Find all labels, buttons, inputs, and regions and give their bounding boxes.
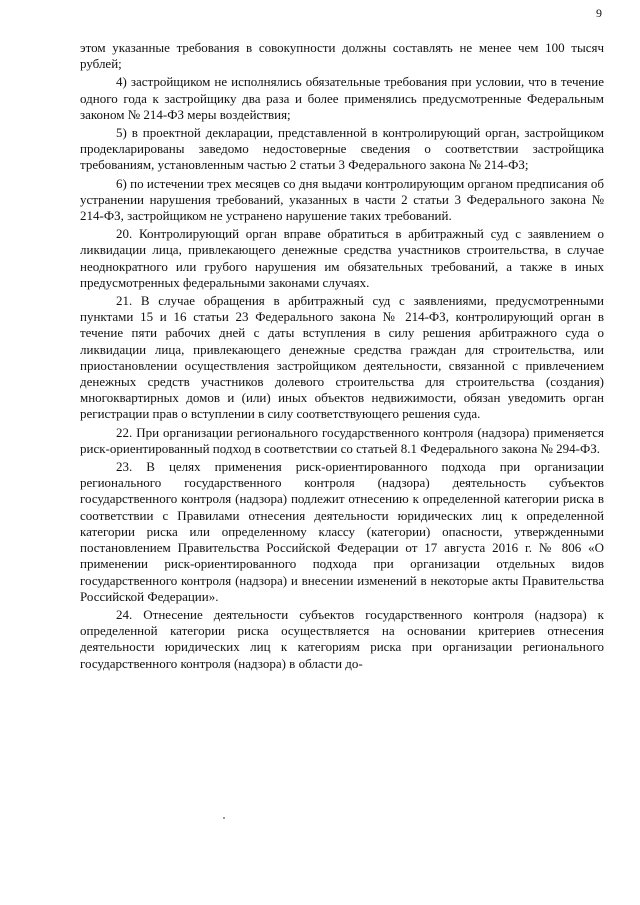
document-body bbox=[80, 40, 604, 674]
paragraph-continuation: этом указанные требования в совокупности должны составлять не менее чем 100 тысяч рублей; bbox=[80, 40, 604, 72]
paragraph-23: 23. В целях применения риск-ориентированного подхода при организации регионального государственного контроля (надзора) деятельность субъектов государственного контроля (надзора) подлежит отнесению к определенной категории риска в соответствии с Правилами отнесения деятельности юридических лиц к определенной категории риска или определенному классу (категории) опасности, утвержденными постановлением Правительства Российской Федерации от 17 августа 2016 г. № 806 «О применении риск-ориентированного подхода при организации отдельных видов государственного контроля (надзора) и внесении изменений в некоторые акты Правительства Российской Федерации». bbox=[80, 459, 604, 604]
scan-speck bbox=[223, 817, 225, 819]
paragraph-item-4: 4) застройщиком не исполнялись обязательные требования при условии, что в течение одного года к застройщику два раза и более применялись предусмотренные Федеральным законом № 214-ФЗ меры воздействия; bbox=[80, 74, 604, 122]
paragraph-item-5: 5) в проектной декларации, представленной в контролирующий орган, застройщиком продекларированы заведомо недостоверные сведения о соответствии застройщика требованиям, установленным частью 2 статьи 3 Федерального закона № 214-ФЗ; bbox=[80, 125, 604, 173]
page-number: 9 bbox=[596, 6, 602, 20]
paragraph-22: 22. При организации регионального государственного контроля (надзора) применяется риск-ориентированный подход в соответствии со статьей 8.1 Федерального закона № 294-ФЗ. bbox=[80, 424, 604, 456]
paragraph-20: 20. Контролирующий орган вправе обратиться в арбитражный суд с заявлением о ликвидации лица, привлекающего денежные средства участников строительства, в случае неоднократного или грубого нарушения им обязательных требований, а также в иных предусмотренных федеральными законами случаях. bbox=[80, 226, 604, 290]
paragraph-item-6: 6) по истечении трех месяцев со дня выдачи контролирующим органом предписания об устранении нарушения требований, указанных в части 2 статьи 3 Федерального закона № 214-ФЗ, застройщиком не устранено нарушение таких требований. bbox=[80, 175, 604, 224]
paragraph-24: 24. Отнесение деятельности субъектов государственного контроля (надзора) к определенной категории риска осуществляется на основании критериев отнесения деятельности юридических лиц к категориям риска при организации регионального государственного контроля (надзора) в области до- bbox=[80, 606, 604, 671]
paragraph-21: 21. В случае обращения в арбитражный суд с заявлениями, предусмотренными пунктами 15 и 16 статьи 23 Федерального закона № 214-ФЗ, контролирующий орган в течение пяти рабочих дней с даты вступления в силу решения арбитражного суда о ликвидации лица, привлекающего денежные средства граждан для строительства, или приостановлении осуществления застройщиком деятельности, связанной с привлечением денежных средств участников долевого строительства для строительства (создания) многоквартирных домов и (или) иных объектов недвижимости, обязан уведомить орган регистрации прав о вступлении в силу соответствующего решения суда. bbox=[80, 293, 604, 422]
